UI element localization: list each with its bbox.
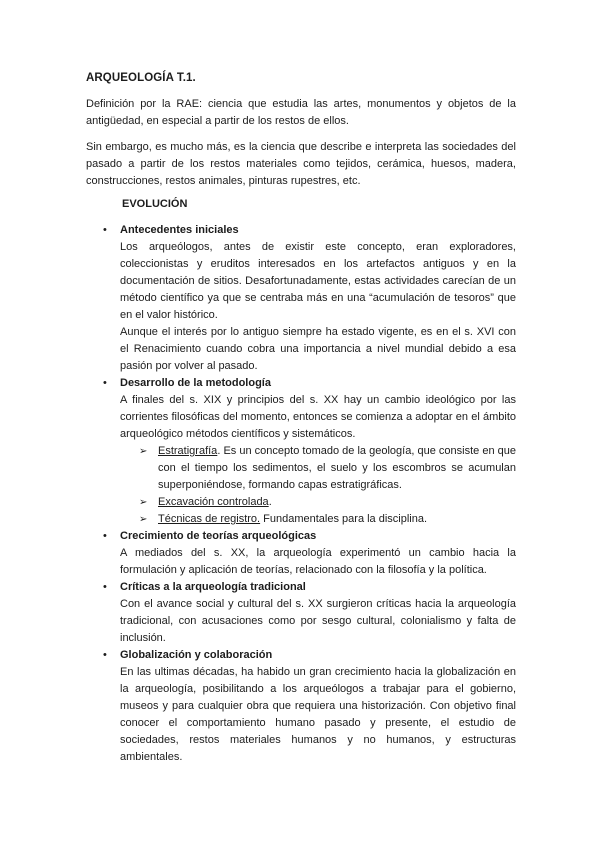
list-item-metodologia — [86, 375, 516, 528]
subitem-term: Excavación controlada — [158, 496, 269, 508]
subitem-term: Técnicas de registro. — [158, 513, 261, 525]
section-paragraph: En las ultimas décadas, ha habido un gran crecimiento hacia la globalización en la arqueología, posibilitando a los arqueólogos a trabajar para el gobierno, museos y para cualquier obra que requiera una historización. Con objetivo final conocer el comportamiento humano pasado y presente, el estudio de sociedades, restos materiales humanos y no humanos, y estructuras ambientales. — [120, 666, 516, 763]
section-paragraph: A mediados del s. XX, la arqueología experimentó un cambio hacia la formulación y aplicación de teorías, relacionado con la filosofía y la política. — [120, 547, 516, 576]
arrow-bullet-icon: ➢ — [139, 497, 148, 508]
section-heading: Desarrollo de la metodología — [120, 377, 271, 389]
evolution-list — [86, 222, 516, 766]
section-heading: Crecimiento de teorías arqueológicas — [120, 530, 317, 542]
arrow-bullet-icon: ➢ — [139, 514, 148, 525]
bullet-icon: • — [103, 581, 107, 593]
subitem-text: . — [268, 496, 272, 508]
document-title: ARQUEOLOGÍA T.1. — [86, 72, 196, 84]
list-item-criticas — [86, 579, 516, 647]
sublist-item — [120, 511, 516, 528]
bullet-icon: • — [103, 224, 107, 236]
list-item-globalizacion — [86, 647, 516, 766]
bullet-icon: • — [103, 377, 107, 389]
extended-definition-paragraph: Sin embargo, es mucho más, es la ciencia que describe e interpreta las sociedades del pasado a partir de los restos materiales como tejidos, cerámica, huesos, madera, construcciones, restos animales, pinturas rupestres, etc. — [86, 141, 516, 187]
subitem-text: Fundamentales para la disciplina. — [260, 513, 428, 525]
section-heading: Globalización y colaboración — [120, 649, 273, 661]
list-item-teorias — [86, 528, 516, 579]
section-paragraph: Con el avance social y cultural del s. XX surgieron críticas hacia la arqueología tradicional, con acusaciones como por sesgo cultural, colonialismo y falta de inclusión. — [120, 598, 516, 644]
section-heading: Críticas a la arqueología tradicional — [120, 581, 306, 593]
subitem-term: Estratigrafía — [158, 445, 218, 457]
section-paragraph: Los arqueólogos, antes de existir este concepto, eran exploradores, coleccionistas y eruditos interesados en los artefactos antiguos y en la documentación de sitios. Desafortunadamente, estas actividades carecían de un método científico ya que se centraba más en una “acumulación de tesoros” que en el valor histórico. — [120, 241, 516, 321]
definition-paragraph: Definición por la RAE: ciencia que estudia las artes, monumentos y objetos de la antigüedad, en especial a partir de los restos de ellos. — [86, 98, 516, 127]
bullet-icon: • — [103, 530, 107, 542]
bullet-icon: • — [103, 649, 107, 661]
evolution-heading: EVOLUCIÓN — [122, 198, 188, 210]
section-heading: Antecedentes iniciales — [120, 224, 239, 236]
list-item-antecedentes — [86, 222, 516, 375]
section-paragraph: Aunque el interés por lo antiguo siempre ha estado vigente, es en el s. XVI con el Renacimiento cuando cobra una importancia a nivel mundial debido a esa pasión por volver al pasado. — [120, 326, 516, 372]
subitem-text: . Es un concepto tomado de la geología, que consiste en que con el tiempo los sedimentos, el suelo y los escombros se acumulan superponiéndose, formando capas estratigráficas. — [158, 445, 516, 491]
sublist-item — [120, 494, 516, 511]
method-sublist — [120, 443, 516, 528]
arrow-bullet-icon: ➢ — [139, 446, 148, 457]
section-paragraph: A finales del s. XIX y principios del s. XX hay un cambio ideológico por las corrientes filosóficas del momento, entonces se comienza a adoptar en el ámbito arqueológico métodos científicos y sistemáticos. — [120, 394, 516, 440]
sublist-item — [120, 443, 516, 494]
